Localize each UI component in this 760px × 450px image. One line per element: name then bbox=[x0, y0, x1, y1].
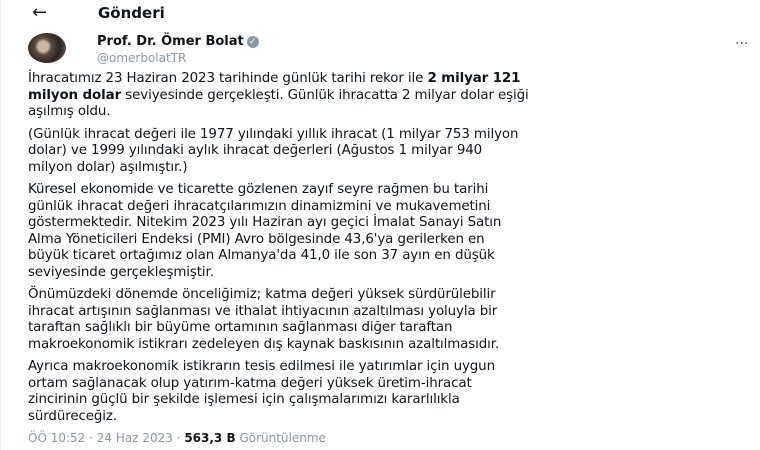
text-segment: Ayrıca makroekonomik istikrarın tesis edilmesi ile yatırımlar için uygun bbox=[28, 359, 495, 374]
text-line bbox=[28, 160, 743, 177]
separator: · bbox=[172, 431, 185, 445]
tweet-date[interactable]: 24 Haz 2023 bbox=[96, 431, 173, 445]
paragraph bbox=[28, 182, 743, 281]
text-line bbox=[28, 199, 743, 216]
author-name[interactable] bbox=[97, 34, 259, 49]
paragraph bbox=[28, 287, 743, 353]
paragraph bbox=[28, 127, 743, 177]
text-segment: makroekonomik istikrarı zedeleyen dış kaynak baskısının azaltılmasıdır. bbox=[28, 336, 500, 352]
text-line bbox=[28, 337, 743, 354]
text-line bbox=[28, 392, 743, 409]
text-segment: Alma Yöneticileri Endeksi (PMI) Avro bölgesinde 43,6'ya gerilerken en bbox=[28, 231, 485, 247]
text-line bbox=[28, 215, 743, 232]
text-segment: aşılmış oldu. bbox=[28, 104, 111, 119]
paragraph bbox=[28, 71, 743, 121]
text-line bbox=[28, 304, 743, 321]
views-label: Görüntülenme bbox=[239, 431, 326, 445]
author-handle[interactable]: @omerbolatTR bbox=[97, 51, 187, 65]
tweet-time[interactable]: ÖÖ 10:52 bbox=[28, 431, 86, 445]
tweet-meta bbox=[28, 431, 326, 445]
text-line bbox=[28, 232, 743, 249]
text-segment: ortam sağlanacak olup yatırım-katma değeri yüksek üretim-ihracat bbox=[28, 375, 472, 391]
text-segment: (Günlük ihracat değeri ile 1977 yılındaki yıllık ihracat (1 milyar 753 milyon bbox=[28, 126, 519, 142]
text-line bbox=[28, 143, 743, 160]
text-segment: Önümüzdeki dönemde önceliğimiz; katma değeri yüksek sürdürülebilir bbox=[28, 287, 496, 302]
text-segment: milyon dolar) aşılmıştır.) bbox=[28, 159, 188, 175]
text-segment: günlük ihracat değeri ihracatçılarımızın dinamizmini ve mukavemetini bbox=[28, 198, 491, 214]
avatar[interactable] bbox=[28, 33, 66, 63]
separator: · bbox=[85, 431, 97, 445]
paragraph bbox=[28, 359, 743, 425]
text-line bbox=[28, 71, 743, 88]
text-segment: göstermektedir. Nitekim 2023 yılı Haziran ayı geçici İmalat Sanayi Satın bbox=[28, 215, 502, 230]
view-count: 563,3 B bbox=[184, 431, 236, 445]
more-options-icon[interactable]: ··· bbox=[735, 36, 749, 52]
text-line bbox=[28, 409, 743, 426]
text-segment: ihracat artışının sağlanması ve ithalat ihtiyacının azaltılması yoluyla bir bbox=[28, 303, 498, 319]
text-line bbox=[28, 104, 743, 121]
page-title: Gönderi bbox=[98, 4, 165, 22]
text-line bbox=[28, 182, 743, 199]
text-segment: sürdüreceğiz. bbox=[28, 408, 117, 424]
text-segment: seviyesinde gerçekleşti. Günlük ihracatta 2 milyar dolar eşiği bbox=[121, 87, 529, 103]
verified-badge-icon: ✓ bbox=[247, 36, 259, 48]
text-line bbox=[28, 248, 743, 265]
bold-text: 2 milyar 121 bbox=[427, 71, 521, 86]
text-segment: Küresel ekonomide ve ticarette gözlenen zayıf seyre rağmen bu tarihi bbox=[28, 182, 489, 197]
arrow-left-icon[interactable]: ← bbox=[32, 2, 48, 23]
text-segment: zincirinin güçlü bir şekilde işlemesi için çalışmalarımızı kararlılıkla bbox=[28, 392, 460, 407]
bold-text: milyon dolar bbox=[28, 87, 122, 103]
text-line bbox=[28, 359, 743, 376]
text-line bbox=[28, 287, 743, 304]
author-name-text: Prof. Dr. Ömer Bolat bbox=[97, 34, 244, 49]
text-segment: büyük ticaret ortağımız olan Almanya'da 41,0 ile son 37 ayın en düşük bbox=[28, 248, 495, 263]
text-line bbox=[28, 320, 743, 337]
tweet-text bbox=[28, 71, 743, 425]
text-line bbox=[28, 376, 743, 393]
text-segment: taraftan sağlıklı bir büyüme ortamının sağlanması diğer taraftan bbox=[28, 320, 453, 335]
text-line bbox=[28, 265, 743, 282]
header bbox=[0, 0, 760, 30]
text-line bbox=[28, 88, 743, 105]
text-segment: dolar) ve 1999 yılındaki aylık ihracat değerleri (Ağustos 1 milyar 940 bbox=[28, 143, 483, 158]
text-segment: İhracatımız 23 Haziran 2023 tarihinde günlük tarihi rekor ile bbox=[28, 71, 428, 86]
text-segment: seviyesinde gerçekleşmiştir. bbox=[28, 264, 214, 280]
text-line bbox=[28, 127, 743, 144]
left-border bbox=[0, 0, 1, 450]
